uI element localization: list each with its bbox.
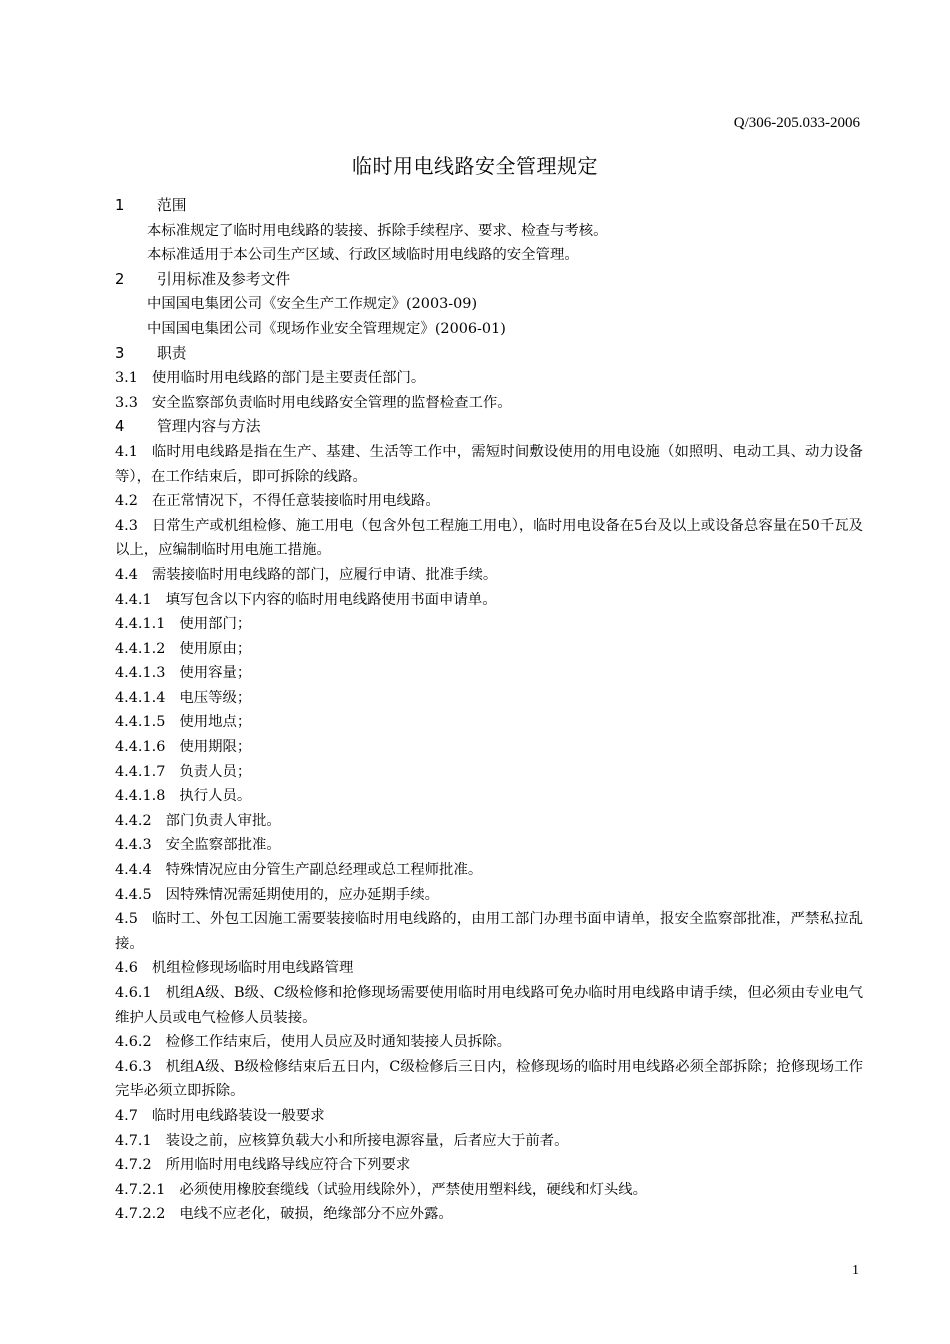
clause-text: 临时用电线路装设一般要求	[151, 1107, 325, 1124]
section-number: 1	[115, 197, 125, 214]
clause	[115, 809, 863, 834]
clause-number: 4.7.2	[115, 1157, 152, 1174]
clause-text: 安全监察部批准。	[165, 837, 281, 854]
clause	[115, 612, 863, 637]
clause	[115, 1129, 863, 1154]
clause-number: 4.7	[115, 1107, 138, 1124]
clause-text: 填写包含以下内容的临时用电线路使用书面申请单。	[165, 591, 497, 608]
clause	[115, 710, 863, 735]
clause-text: 电线不应老化，破损，绝缘部分不应外露。	[179, 1206, 453, 1223]
clause-number: 4.6	[115, 960, 138, 977]
clause-number: 4.4.3	[115, 837, 152, 854]
clause-text: 因特殊情况需延期使用的，应办延期手续。	[165, 886, 440, 903]
clause	[115, 661, 863, 686]
clause-number: 4.4	[115, 566, 138, 583]
clause-text: 电压等级；	[179, 689, 252, 706]
paragraph: 本标准适用于本公司生产区域、行政区域临时用电线路的安全管理。	[147, 247, 579, 264]
page-number: 1	[852, 1263, 859, 1278]
clause	[115, 637, 863, 662]
clause-number: 4.4.1.4	[115, 689, 166, 706]
clause	[115, 956, 863, 981]
clause	[115, 1202, 863, 1227]
clause	[115, 883, 863, 908]
clause-number: 4.2	[115, 493, 138, 510]
clause-number: 4.7.2.1	[115, 1181, 166, 1198]
clause-number: 3.1	[115, 370, 138, 387]
clause	[115, 735, 863, 760]
clause	[115, 440, 863, 489]
clause-text: 部门负责人审批。	[165, 812, 281, 829]
clause-text: 机组A级、B级检修结束后五日内，C级检修后三日内，检修现场的临时用电线路必须全部拆除；抢修现场工作完毕必须立即拆除。	[115, 1058, 863, 1100]
clause-number: 4.4.2	[115, 812, 152, 829]
clause-number: 4.4.1.3	[115, 665, 166, 682]
clause	[115, 858, 863, 883]
clause-text: 所用临时用电线路导线应符合下列要求	[165, 1157, 411, 1174]
clause	[115, 588, 863, 613]
section-heading	[115, 194, 863, 219]
clause	[115, 833, 863, 858]
clause-text: 机组检修现场临时用电线路管理	[151, 960, 354, 977]
clause-text: 需装接临时用电线路的部门，应履行申请、批准手续。	[151, 566, 498, 583]
clause-text: 临时工、外包工因施工需要装接临时用电线路的，由用工部门办理书面申请单，报安全监察部批准，严禁私拉乱接。	[115, 911, 863, 952]
section-number: 2	[115, 270, 125, 288]
clause-text: 特殊情况应由分管生产副总经理或总工程师批准。	[165, 862, 483, 879]
paragraph: 本标准规定了临时用电线路的装接、拆除手续程序、要求、检查与考核。	[147, 222, 608, 239]
clause	[115, 686, 863, 711]
clause-number: 4.4.1.1	[115, 616, 166, 633]
clause-number: 4.4.4	[115, 862, 152, 879]
section-heading	[115, 342, 863, 367]
clause	[115, 514, 863, 563]
clause-number: 3.3	[115, 394, 138, 411]
clause-text: 必须使用橡胶套缆线（试验用线除外），严禁使用塑料线，硬线和灯头线。	[179, 1181, 648, 1198]
document-code: Q/306-205.033-2006	[733, 115, 860, 131]
clause-text: 机组A级、B级、C级检修和抢修现场需要使用临时用电线路可免办临时用电线路申请手续，但必须由专业电气维护人员或电气检修人员装接。	[115, 985, 863, 1026]
clause-text: 检修工作结束后，使用人员应及时通知装接人员拆除。	[165, 1034, 512, 1051]
clause	[115, 760, 863, 785]
clause	[115, 1104, 863, 1129]
clause-text: 临时用电线路是指在生产、基建、生活等工作中，需短时间敷设使用的用电设施（如照明、电动工具、动力设备等），在工作结束后，即可拆除的线路。	[115, 443, 863, 485]
clause-number: 4.4.1.2	[115, 640, 166, 657]
clause-text: 在正常情况下，不得任意装接临时用电线路。	[151, 493, 440, 510]
clause-text: 使用期限；	[179, 739, 252, 756]
document-title: 临时用电线路安全管理规定	[352, 154, 598, 178]
clause	[115, 489, 863, 514]
clause	[115, 563, 863, 588]
clause-text: 日常生产或机组检修、施工用电（包含外包工程施工用电），临时用电设备在5台及以上或设备总容量在50千瓦及以上，应编制临时用电施工措施。	[115, 517, 863, 559]
clause	[115, 1055, 863, 1104]
clause-text: 负责人员；	[179, 763, 252, 780]
clause-number: 4.4.1	[115, 591, 152, 608]
clause	[115, 391, 863, 416]
clause-text: 使用地点；	[179, 714, 252, 731]
clause-number: 4.7.1	[115, 1132, 152, 1149]
clause-number: 4.6.3	[115, 1058, 152, 1075]
clause-number: 4.7.2.2	[115, 1206, 166, 1223]
clause	[115, 784, 863, 809]
section-title: 范围	[157, 197, 187, 214]
document-body	[115, 194, 863, 1227]
clause-text: 执行人员。	[179, 788, 252, 805]
clause-text: 使用原由；	[179, 640, 252, 657]
clause-number: 4.6.1	[115, 985, 152, 1001]
clause-number: 4.4.1.8	[115, 788, 166, 805]
paragraph: 中国国电集团公司《安全生产工作规定》(2003-09)	[147, 296, 478, 313]
clause-text: 使用容量；	[179, 665, 252, 682]
section-heading	[115, 415, 863, 440]
clause-number: 4.1	[115, 443, 138, 460]
clause-text: 安全监察部负责临时用电线路安全管理的监督检查工作。	[151, 394, 512, 411]
clause	[115, 907, 863, 956]
section-title: 职责	[157, 344, 187, 362]
paragraph: 中国国电集团公司《现场作业安全管理规定》(2006-01)	[147, 320, 506, 337]
clause	[115, 1153, 863, 1178]
clause-number: 4.4.1.7	[115, 763, 166, 780]
section-number: 3	[115, 344, 125, 362]
section-title: 引用标准及参考文件	[157, 270, 291, 288]
section-title: 管理内容与方法	[157, 418, 261, 436]
clause-text: 装设之前，应核算负载大小和所接电源容量，后者应大于前者。	[165, 1132, 569, 1149]
section-heading	[115, 268, 863, 293]
clause-number: 4.4.5	[115, 886, 152, 903]
clause-number: 4.5	[115, 911, 138, 928]
clause-number: 4.4.1.6	[115, 739, 166, 756]
section-number: 4	[115, 418, 125, 436]
clause	[115, 1178, 863, 1203]
clause	[115, 366, 863, 391]
clause	[115, 1030, 863, 1055]
clause-text: 使用部门；	[179, 616, 252, 633]
clause	[115, 981, 863, 1030]
clause-number: 4.6.2	[115, 1034, 152, 1051]
clause-number: 4.4.1.5	[115, 714, 166, 731]
clause-number: 4.3	[115, 517, 138, 534]
clause-text: 使用临时用电线路的部门是主要责任部门。	[151, 370, 426, 387]
